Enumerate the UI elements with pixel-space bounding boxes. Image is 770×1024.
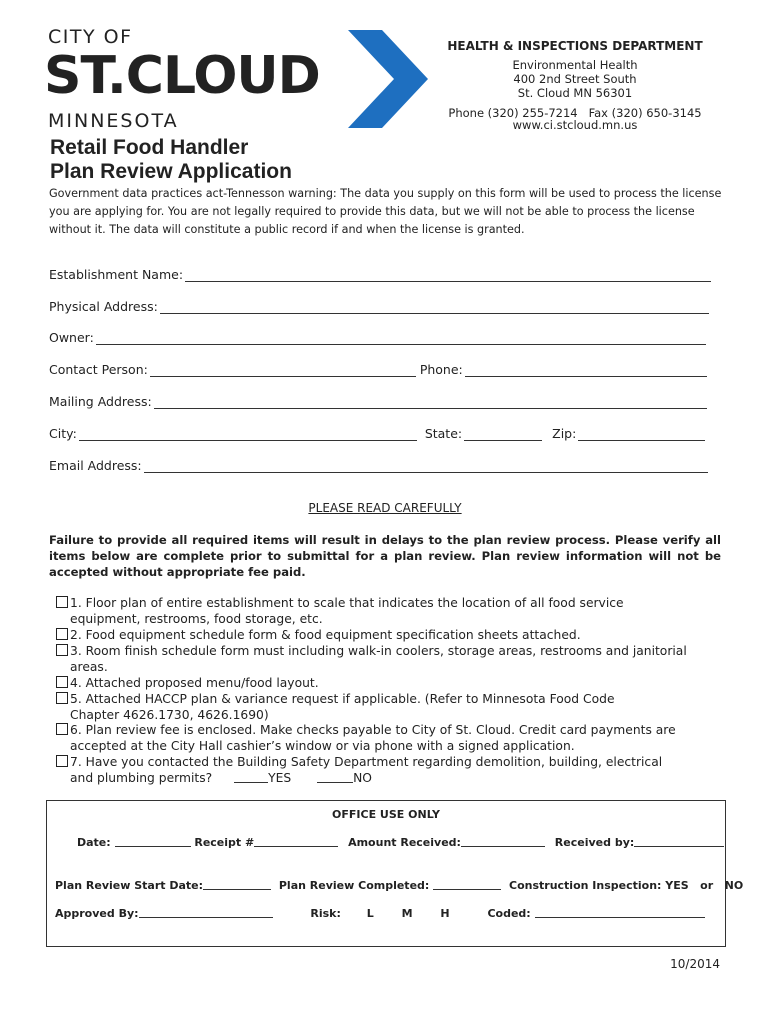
- checkbox-3[interactable]: [56, 644, 68, 656]
- owner-field[interactable]: [49, 327, 706, 345]
- website: www.ci.stcloud.mn.us: [512, 118, 638, 132]
- checklist-item-5: [56, 692, 716, 724]
- permits-yes-line[interactable]: [234, 772, 268, 783]
- zip-label: Zip:: [552, 426, 577, 441]
- office-receipt-line[interactable]: [254, 836, 338, 847]
- logo-name: ST.CLOUD: [44, 46, 320, 106]
- failure-notice: Failure to provide all required items will result in delays to the plan review process. Please verify all items below are complete prior to submittal for a plan review. Plan review information will not be accepted without appropriate fee paid.: [49, 533, 721, 579]
- office-date-label: Date:: [77, 836, 111, 849]
- checkbox-4[interactable]: [56, 676, 68, 688]
- office-row-3: [55, 907, 715, 920]
- mailing-address-field[interactable]: [49, 391, 707, 409]
- office-construction-label: Construction Inspection: YES or NO: [509, 879, 744, 892]
- phone-line[interactable]: [465, 364, 707, 377]
- checklist-item-7: [56, 755, 716, 787]
- checklist-item-1-text: 1. Floor plan of entire establishment to scale that indicates the location of all food service: [70, 596, 624, 610]
- office-row-2: [55, 879, 743, 892]
- mailing-address-label: Mailing Address:: [49, 394, 152, 409]
- phone-label: Phone:: [419, 362, 463, 377]
- checklist-item-5-cont: Chapter 4626.1730, 4626.1690): [70, 707, 269, 722]
- office-start-date-line[interactable]: [203, 879, 271, 890]
- office-risk-m[interactable]: M: [401, 907, 413, 920]
- checkbox-6[interactable]: [56, 723, 68, 735]
- permits-no-line[interactable]: [317, 772, 353, 783]
- checklist-item-4-text: 4. Attached proposed menu/food layout.: [70, 676, 319, 690]
- office-use-box: [46, 800, 744, 947]
- office-received-by-line[interactable]: [634, 836, 724, 847]
- revision-date: 10/2014: [670, 957, 720, 971]
- email-address-line[interactable]: [144, 460, 708, 473]
- office-start-date-label: Plan Review Start Date:: [55, 879, 204, 892]
- office-risk-l[interactable]: L: [366, 907, 374, 920]
- checklist-item-6: [56, 723, 716, 755]
- physical-address-line[interactable]: [160, 301, 709, 314]
- checkbox-1[interactable]: [56, 596, 68, 608]
- checklist-item-7-text: 7. Have you contacted the Building Safety Department regarding demolition, building, electrical: [70, 755, 663, 769]
- state-label: State:: [424, 426, 463, 441]
- office-received-by-label: Received by:: [554, 836, 635, 849]
- permits-no-label: NO: [353, 770, 372, 785]
- physical-address-field[interactable]: [49, 296, 709, 314]
- establishment-name-label: Establishment Name:: [49, 267, 184, 282]
- zip-line[interactable]: [578, 428, 705, 441]
- state-line[interactable]: [464, 428, 542, 441]
- checklist-item-6-cont: accepted at the City Hall cashier’s window or via phone with a signed application.: [70, 738, 575, 753]
- checklist-item-4: [56, 676, 716, 692]
- office-risk-h[interactable]: H: [440, 907, 450, 920]
- checklist-item-1: [56, 596, 716, 628]
- city-state-zip-row: [49, 423, 705, 441]
- office-receipt-label: Receipt #: [194, 836, 255, 849]
- owner-label: Owner:: [49, 330, 94, 345]
- checklist-item-7-cont: and plumbing permits?: [70, 770, 213, 785]
- checklist-item-2-text: 2. Food equipment schedule form & food equipment specification sheets attached.: [70, 628, 581, 642]
- phone-fax: Phone (320) 255-7214 Fax (320) 650-3145: [448, 106, 702, 120]
- division-name: Environmental Health: [512, 58, 638, 72]
- checkbox-7[interactable]: [56, 755, 68, 767]
- checklist-item-5-text: 5. Attached HACCP plan & variance request if applicable. (Refer to Minnesota Food Code: [70, 692, 615, 706]
- physical-address-label: Physical Address:: [49, 299, 158, 314]
- email-address-label: Email Address:: [49, 458, 142, 473]
- data-practices-warning: Government data practices act-Tennesson warning: The data you supply on this form will be used to process the license you are applying for. You are not legally required to provide this data, but we will not be able to process the license without it. The data will constitute a public record if and when the license is granted.: [49, 187, 722, 236]
- office-completed-label: Plan Review Completed:: [278, 879, 430, 892]
- contact-person-line[interactable]: [150, 364, 416, 377]
- checkbox-2[interactable]: [56, 628, 68, 640]
- city-line[interactable]: [79, 428, 417, 441]
- office-use-heading: OFFICE USE ONLY: [332, 808, 440, 821]
- office-coded-line[interactable]: [535, 907, 705, 918]
- office-risk-label: Risk:: [310, 907, 341, 920]
- street-address: 400 2nd Street South: [513, 72, 637, 86]
- logo-city-of: CITY OF: [48, 26, 133, 48]
- contact-phone-row: [49, 359, 707, 377]
- checklist-item-6-text: 6. Plan review fee is enclosed. Make checks payable to City of St. Cloud. Credit card payments are: [70, 723, 676, 737]
- form-title-line2: Plan Review Application: [50, 160, 292, 183]
- establishment-name-line[interactable]: [185, 269, 711, 282]
- establishment-name-field[interactable]: [49, 264, 711, 282]
- city-label: City:: [49, 426, 77, 441]
- checkbox-5[interactable]: [56, 692, 68, 704]
- office-row-1: [77, 836, 724, 849]
- contact-person-label: Contact Person:: [49, 362, 148, 377]
- logo-state: MINNESOTA: [48, 110, 179, 132]
- office-coded-label: Coded:: [487, 907, 531, 920]
- checklist-item-2: [56, 628, 716, 644]
- owner-line[interactable]: [96, 332, 706, 345]
- office-date-line[interactable]: [115, 836, 191, 847]
- office-approved-by-label: Approved By:: [55, 907, 139, 920]
- form-title-line1: Retail Food Handler: [50, 136, 249, 159]
- email-address-field[interactable]: [49, 455, 708, 473]
- please-read-heading: PLEASE READ CAREFULLY: [308, 501, 462, 515]
- checklist-item-3-text: 3. Room finish schedule form must including walk-in coolers, storage areas, restrooms and janitorial: [70, 644, 687, 658]
- office-approved-by-line[interactable]: [139, 907, 273, 918]
- chevron-logo-icon: [348, 30, 428, 128]
- checklist-item-3: [56, 644, 716, 676]
- mailing-address-line[interactable]: [154, 396, 707, 409]
- office-completed-line[interactable]: [433, 879, 501, 890]
- permits-yes-label: YES: [268, 770, 292, 785]
- city-address: St. Cloud MN 56301: [517, 86, 633, 100]
- office-amount-label: Amount Received:: [348, 836, 461, 849]
- office-amount-line[interactable]: [461, 836, 545, 847]
- department-name: HEALTH & INSPECTIONS DEPARTMENT: [447, 39, 703, 53]
- checklist-item-1-cont: equipment, restrooms, food storage, etc.: [70, 611, 323, 626]
- checklist-item-3-cont: areas.: [70, 659, 108, 674]
